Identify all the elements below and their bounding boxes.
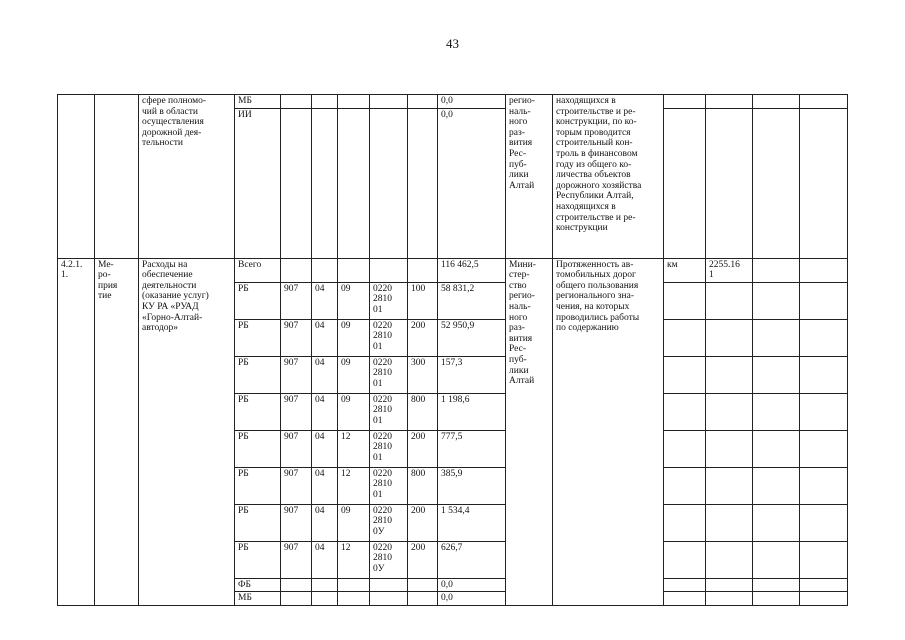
rz-cell (312, 95, 338, 109)
vr-cell: 800 (408, 393, 438, 430)
type-cell (95, 95, 139, 259)
amount-cell: 1 534,4 (438, 504, 506, 541)
vr-cell (408, 108, 438, 258)
grbs-cell: 907 (281, 430, 312, 467)
pr-cell: 09 (338, 319, 370, 356)
rz-cell (312, 592, 338, 606)
grbs-cell: 907 (281, 541, 312, 578)
source-cell: РБ (235, 430, 281, 467)
rz-cell: 04 (312, 356, 338, 393)
pr-cell (338, 578, 370, 592)
value-cell (706, 356, 753, 393)
unit-cell: км (664, 258, 706, 282)
value-cell (800, 258, 848, 282)
value-cell (706, 541, 753, 578)
value-cell (800, 108, 848, 258)
source-cell: МБ (235, 592, 281, 606)
unit-cell (664, 356, 706, 393)
value-cell (800, 430, 848, 467)
value-cell (800, 356, 848, 393)
pr-cell: 09 (338, 356, 370, 393)
rz-cell (312, 578, 338, 592)
unit-cell (664, 108, 706, 258)
rz-cell: 04 (312, 393, 338, 430)
amount-cell: 0,0 (438, 95, 506, 109)
executor-cell: регио- наль- ного раз- вития Рес- пуб- лики Алтай (506, 95, 553, 259)
pr-cell: 12 (338, 430, 370, 467)
vr-cell (408, 578, 438, 592)
csr-cell: 0220 2810 01 (370, 356, 408, 393)
grbs-cell (281, 95, 312, 109)
table-row (58, 95, 848, 109)
value-cell (800, 95, 848, 109)
value-cell (706, 282, 753, 319)
value-cell (753, 95, 800, 109)
unit-cell (664, 467, 706, 504)
amount-cell: 58 831,2 (438, 282, 506, 319)
unit-cell (664, 393, 706, 430)
rz-cell (312, 108, 338, 258)
source-cell: Всего (235, 258, 281, 282)
source-cell: РБ (235, 356, 281, 393)
indicator-cell: Протяженность ав- томобильных дорог общего пользования регионального зна- чения, на которых проводились работы по содержанию (553, 258, 664, 605)
unit-cell (664, 578, 706, 592)
item-number-cell: 4.2.1. 1. (58, 258, 95, 605)
vr-cell (408, 258, 438, 282)
vr-cell: 300 (408, 356, 438, 393)
amount-cell: 116 462,5 (438, 258, 506, 282)
value-cell (800, 578, 848, 592)
rz-cell: 04 (312, 319, 338, 356)
unit-cell (664, 430, 706, 467)
grbs-cell (281, 578, 312, 592)
csr-cell: 0220 2810 0У (370, 541, 408, 578)
pr-cell: 12 (338, 541, 370, 578)
vr-cell (408, 95, 438, 109)
grbs-cell: 907 (281, 467, 312, 504)
table-row (58, 258, 848, 282)
csr-cell (370, 258, 408, 282)
csr-cell (370, 592, 408, 606)
source-cell: РБ (235, 504, 281, 541)
grbs-cell (281, 592, 312, 606)
grbs-cell (281, 258, 312, 282)
value-cell (706, 592, 753, 606)
unit-cell (664, 541, 706, 578)
item-type-cell: Ме- ро- прия тие (95, 258, 139, 605)
pr-cell (338, 95, 370, 109)
value-cell (706, 319, 753, 356)
grbs-cell: 907 (281, 319, 312, 356)
csr-cell: 0220 2810 01 (370, 319, 408, 356)
vr-cell: 800 (408, 467, 438, 504)
value-cell (706, 430, 753, 467)
pr-cell: 09 (338, 393, 370, 430)
amount-cell: 385,9 (438, 467, 506, 504)
amount-cell: 1 198,6 (438, 393, 506, 430)
unit-cell (664, 319, 706, 356)
value-cell (753, 282, 800, 319)
value-cell (706, 504, 753, 541)
value-cell (706, 578, 753, 592)
value-cell (800, 504, 848, 541)
goal-text-cell: сфере полномо- чий в области осуществления дорожной дея- тельности (139, 95, 235, 259)
value-cell (753, 430, 800, 467)
number-cell (58, 95, 95, 259)
unit-cell (664, 592, 706, 606)
pr-cell: 12 (338, 467, 370, 504)
value-cell (706, 108, 753, 258)
rz-cell: 04 (312, 467, 338, 504)
value-cell (753, 578, 800, 592)
value-cell (706, 467, 753, 504)
csr-cell: 0220 2810 0У (370, 504, 408, 541)
grbs-cell: 907 (281, 393, 312, 430)
source-cell: ИИ (235, 108, 281, 258)
value-cell (753, 319, 800, 356)
rz-cell: 04 (312, 282, 338, 319)
item-name-cell: Расходы на обеспечение деятельности (оказание услуг) КУ РА «РУАД «Горно-Алтай- автодор» (139, 258, 235, 605)
unit-cell (664, 95, 706, 109)
csr-cell: 0220 2810 01 (370, 393, 408, 430)
rz-cell (312, 258, 338, 282)
value-cell (753, 467, 800, 504)
vr-cell: 200 (408, 430, 438, 467)
grbs-cell: 907 (281, 282, 312, 319)
csr-cell: 0220 2810 01 (370, 467, 408, 504)
pr-cell: 09 (338, 504, 370, 541)
source-cell: РБ (235, 282, 281, 319)
source-cell: РБ (235, 467, 281, 504)
value-cell (800, 319, 848, 356)
budget-table (57, 94, 848, 606)
csr-cell: 0220 2810 01 (370, 282, 408, 319)
rz-cell: 04 (312, 504, 338, 541)
executor-cell: Мини- стер- ство регио- наль- ного раз- вития Рес- пуб- лики Алтай (506, 258, 553, 605)
value-cell (800, 541, 848, 578)
value-cell (753, 393, 800, 430)
amount-cell: 626,7 (438, 541, 506, 578)
value-cell (753, 258, 800, 282)
value-cell (800, 393, 848, 430)
amount-cell: 52 950,9 (438, 319, 506, 356)
rz-cell: 04 (312, 430, 338, 467)
csr-cell (370, 578, 408, 592)
vr-cell: 200 (408, 541, 438, 578)
amount-cell: 777,5 (438, 430, 506, 467)
indicator-cell: находящихся в строительстве и ре- конструкции, по ко- торым проводится строительный кон- троль в финансовом году из общего ко- личества объектов дорожного хозяйства Республики Алтай, находящихся в строительстве и ре- конструкции (553, 95, 664, 259)
source-cell: РБ (235, 319, 281, 356)
amount-cell: 0,0 (438, 592, 506, 606)
vr-cell: 200 (408, 319, 438, 356)
value-cell (753, 504, 800, 541)
value-cell (753, 541, 800, 578)
amount-cell: 157,3 (438, 356, 506, 393)
csr-cell (370, 108, 408, 258)
source-cell: РБ (235, 541, 281, 578)
grbs-cell (281, 108, 312, 258)
value-cell (753, 592, 800, 606)
pr-cell (338, 108, 370, 258)
value-cell (800, 592, 848, 606)
page-number: 43 (446, 36, 459, 51)
pr-cell (338, 258, 370, 282)
grbs-cell: 907 (281, 356, 312, 393)
source-cell: РБ (235, 393, 281, 430)
pr-cell (338, 592, 370, 606)
rz-cell: 04 (312, 541, 338, 578)
value-cell: 2255.16 1 (706, 258, 753, 282)
value-cell (706, 95, 753, 109)
source-cell: МБ (235, 95, 281, 109)
value-cell (706, 393, 753, 430)
csr-cell (370, 95, 408, 109)
pr-cell: 09 (338, 282, 370, 319)
value-cell (800, 282, 848, 319)
amount-cell: 0,0 (438, 108, 506, 258)
vr-cell (408, 592, 438, 606)
value-cell (753, 356, 800, 393)
grbs-cell: 907 (281, 504, 312, 541)
value-cell (753, 108, 800, 258)
vr-cell: 200 (408, 504, 438, 541)
unit-cell (664, 504, 706, 541)
vr-cell: 100 (408, 282, 438, 319)
source-cell: ФБ (235, 578, 281, 592)
csr-cell: 0220 2810 01 (370, 430, 408, 467)
amount-cell: 0,0 (438, 578, 506, 592)
value-cell (800, 467, 848, 504)
unit-cell (664, 282, 706, 319)
